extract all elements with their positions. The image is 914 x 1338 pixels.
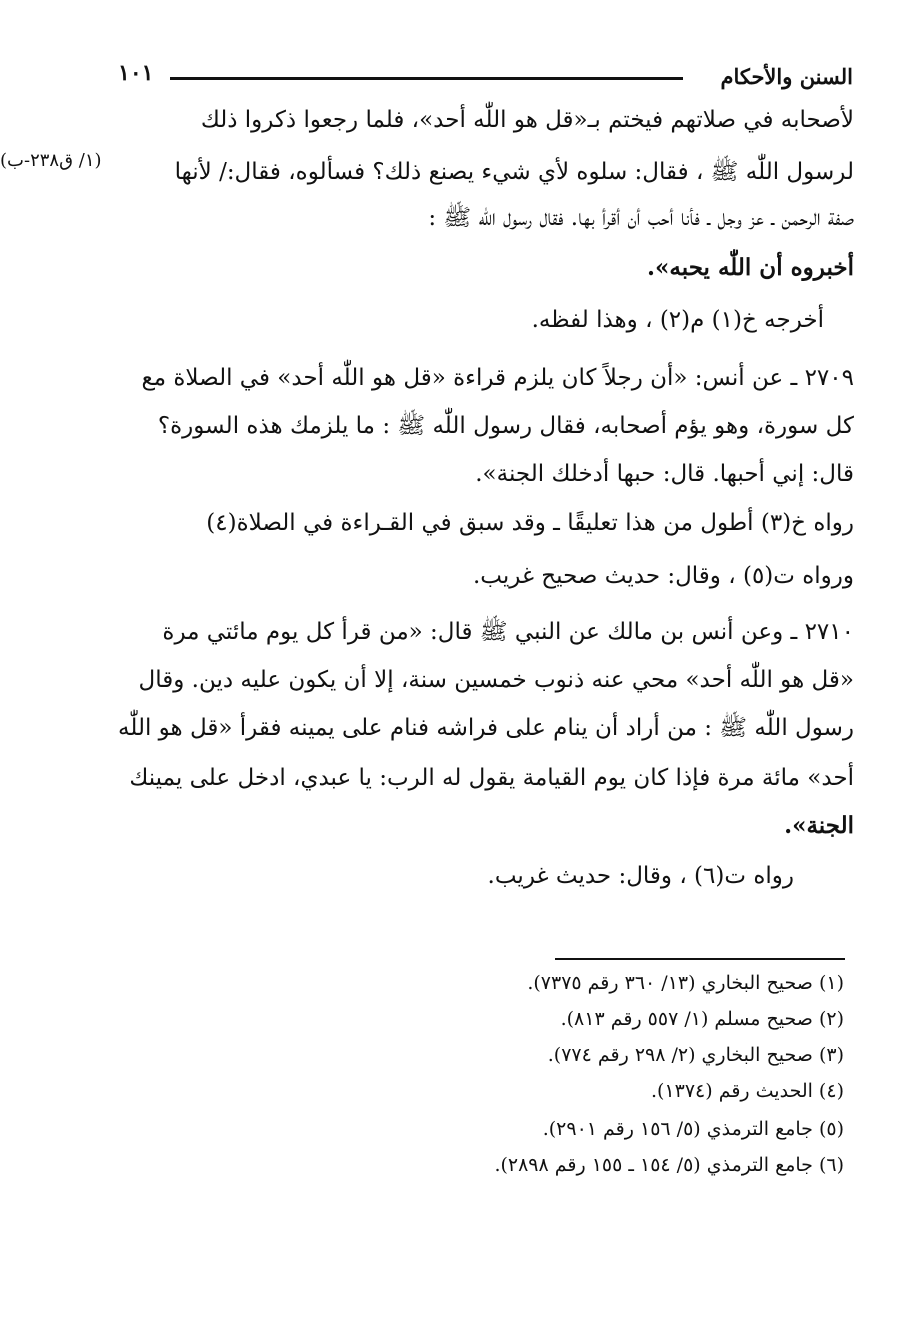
takhrij-line: رواه ت(٦) ، وقال: حديث غريب. xyxy=(487,863,794,889)
takhrij-line: رواه خ(٣) أطول من هذا تعليقًا ـ وقد سبق في القـراءة في الصلاة(٤) xyxy=(206,510,854,536)
takhrij-line: أخرجه خ(١) م(٢) ، وهذا لفظه. xyxy=(531,307,824,333)
footnote: (١) صحيح البخاري (١٣/ ٣٦٠ رقم ٧٣٧٥). xyxy=(527,972,844,994)
running-header xyxy=(118,60,853,96)
text-line: صفة الرحمن ـ عز وجل ـ فأنا أحب أن أقرأ بها. فقال رسول اللّٰه ﷺ : xyxy=(428,205,854,231)
text-line: «قل هو اللّٰه أحد» محي عنه ذنوب خمسين سنة، إلا أن يكون عليه دين. وقال xyxy=(138,667,854,693)
footnote: (٣) صحيح البخاري (٢/ ٢٩٨ رقم ٧٧٤). xyxy=(547,1044,844,1066)
takhrij-line: ورواه ت(٥) ، وقال: حديث صحيح غريب. xyxy=(472,563,854,589)
manuscript-folio-note: (١/ ق٢٣٨-ب) xyxy=(0,150,102,171)
text-line: لرسول اللّٰه ﷺ ، فقال: سلوه لأي شيء يصنع ذلك؟ فسألوه، فقال:/ لأنها xyxy=(174,159,854,185)
text-line: الجنة». xyxy=(784,812,854,839)
footnote: (٤) الحديث رقم (١٣٧٤). xyxy=(650,1080,844,1102)
text-line: رسول اللّٰه ﷺ : من أراد أن ينام على فراشه فنام على يمينه فقرأ «قل هو اللّٰه xyxy=(118,715,854,741)
footnote-separator xyxy=(555,958,845,960)
footnote: (٦) جامع الترمذي (٥/ ١٥٤ ـ ١٥٥ رقم ٢٨٩٨). xyxy=(494,1154,844,1176)
text-line: أحد» مائة مرة فإذا كان يوم القيامة يقول له الرب: يا عبدي، ادخل على يمينك xyxy=(129,765,854,791)
text-line: كل سورة، وهو يؤم أصحابه، فقال رسول اللّٰه ﷺ : ما يلزمك هذه السورة؟ xyxy=(157,413,854,439)
text-line: قال: إني أحبها. قال: حبها أدخلك الجنة». xyxy=(475,461,854,487)
page-number: ١٠١ xyxy=(118,60,154,86)
hadith-2710-line: ٢٧١٠ ـ وعن أنس بن مالك عن النبي ﷺ قال: «من قرأ كل يوم مائتي مرة xyxy=(162,619,854,645)
text-line: أخبروه أن اللّٰه يحبه». xyxy=(647,254,854,281)
book-title: السنن والأحكام xyxy=(720,64,853,89)
text-line: لأصحابه في صلاتهم فيختم بـ«قل هو اللّٰه أحد»، فلما رجعوا ذكروا ذلك xyxy=(200,107,854,133)
footnote: (٢) صحيح مسلم (١/ ٥٥٧ رقم ٨١٣). xyxy=(560,1008,844,1030)
footnote: (٥) جامع الترمذي (٥/ ١٥٦ رقم ٢٩٠١). xyxy=(542,1118,844,1140)
header-rule xyxy=(170,77,683,80)
hadith-2709-line: ٢٧٠٩ ـ عن أنس: «أن رجلاً كان يلزم قراءة «قل هو اللّٰه أحد» في الصلاة مع xyxy=(141,365,854,391)
